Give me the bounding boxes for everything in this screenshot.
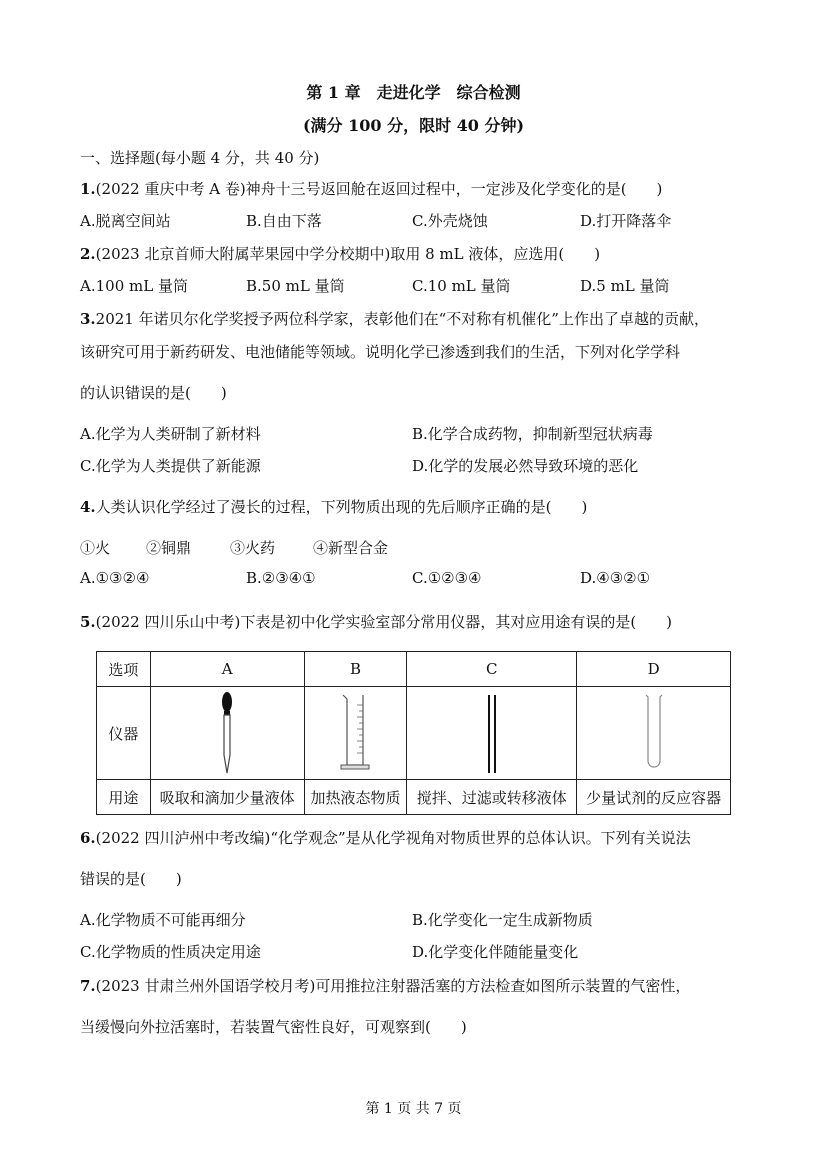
option-a: A.化学为人类研制了新材料 <box>80 425 261 443</box>
use-cell: 少量试剂的反应容器 <box>577 780 731 815</box>
question-text: (2022 重庆中考 A 卷)神舟十三号返回舱在返回过程中，一定涉及化学变化的是( ) <box>95 180 663 198</box>
test-tube-icon <box>639 691 669 775</box>
item-4: ④新型合金 <box>313 539 389 557</box>
use-cell: 加热液态物质 <box>304 780 407 815</box>
page-subtitle: (满分 100 分，限时 40 分钟) <box>302 116 525 135</box>
question-text-line-1: 2021 年诺贝尔化学奖授予两位科学家，表彰他们在“不对称有机催化”上作出了卓越的贡献， <box>95 310 709 328</box>
question-number: 4. <box>80 498 96 516</box>
header-cell: C <box>407 652 577 687</box>
question-text-line-1: (2023 甘肃兰州外国语学校月考)可用推拉注射器活塞的方法检查如图所示装置的气密性， <box>95 977 691 995</box>
question-text-line-2: 错误的是( ) <box>80 870 182 888</box>
question-1 <box>80 178 662 199</box>
question-text: 人类认识化学经过了漫长的过程，下列物质出现的先后顺序正确的是( ) <box>95 498 588 516</box>
question-7 <box>80 975 690 996</box>
option-c: C.化学为人类提供了新能源 <box>80 457 261 475</box>
question-text-line-2: 该研究可用于新药研发、电池储能等领域。说明化学已渗透到我们的生活，下列对化学学科 <box>80 343 681 361</box>
use-row <box>97 780 731 815</box>
option-d: D.5 mL 量筒 <box>580 277 670 295</box>
item-2: ②铜鼎 <box>146 539 192 557</box>
option-a: A.化学物质不可能再细分 <box>80 911 246 929</box>
glass-rod-icon <box>482 691 502 775</box>
question-text: (2022 四川乐山中考)下表是初中化学实验室部分常用仪器，其对应用途有误的是( ) <box>95 613 673 631</box>
header-cell: D <box>577 652 731 687</box>
use-cell: 搅拌、过滤或转移液体 <box>407 780 577 815</box>
question-number: 3. <box>80 310 96 328</box>
graduated-cylinder-cell <box>304 687 407 780</box>
question-number: 6. <box>80 829 96 847</box>
option-a: A.①③②④ <box>80 569 150 587</box>
option-d: D.④③②① <box>580 569 651 587</box>
use-cell: 吸取和滴加少量液体 <box>150 780 304 815</box>
option-c: C.10 mL 量筒 <box>412 277 511 295</box>
question-text-line-2: 当缓慢向外拉活塞时，若装置气密性良好，可观察到( ) <box>80 1018 467 1036</box>
header-cell: B <box>304 652 407 687</box>
question-6 <box>80 827 691 848</box>
page-footer: 第 1 页 共 7 页 <box>365 1101 462 1117</box>
option-c: C.化学物质的性质决定用途 <box>80 943 261 961</box>
instrument-row <box>97 687 731 780</box>
instrument-table <box>96 651 731 815</box>
row-label: 用途 <box>97 780 151 815</box>
section-heading: 一、选择题(每小题 4 分，共 40 分) <box>80 149 320 167</box>
option-d: D.化学变化伴随能量变化 <box>412 943 579 961</box>
option-b: B.②③④① <box>246 569 316 587</box>
question-text-line-1: (2022 四川泸州中考改编)“化学观念”是从化学视角对物质世界的总体认识。下列有关说法 <box>95 829 691 847</box>
row-label: 仪器 <box>97 687 151 780</box>
table-header-row <box>97 652 731 687</box>
question-text-line-3: 的认识错误的是( ) <box>80 384 227 402</box>
dropper-icon <box>212 691 242 775</box>
option-b: B.化学变化一定生成新物质 <box>412 911 593 929</box>
option-b: B.自由下落 <box>246 212 322 230</box>
glass-rod-cell <box>407 687 577 780</box>
question-number: 7. <box>80 977 96 995</box>
question-number: 2. <box>80 245 96 263</box>
option-d: D.打开降落伞 <box>580 212 672 230</box>
option-c: C.①②③④ <box>412 569 482 587</box>
header-cell: A <box>150 652 304 687</box>
option-d: D.化学的发展必然导致环境的恶化 <box>412 457 639 475</box>
question-number: 1. <box>80 180 96 198</box>
item-1: ①火 <box>80 539 111 557</box>
question-3 <box>80 308 709 329</box>
option-a: A.100 mL 量筒 <box>80 277 188 295</box>
option-b: B.50 mL 量筒 <box>246 277 345 295</box>
option-a: A.脱离空间站 <box>80 212 171 230</box>
dropper-cell <box>150 687 304 780</box>
question-2 <box>80 243 600 264</box>
question-text: (2023 北京首师大附属苹果园中学分校期中)取用 8 mL 液体，应选用( ) <box>95 245 601 263</box>
question-4 <box>80 496 587 517</box>
graduated-cylinder-icon <box>335 691 375 775</box>
item-3: ③火药 <box>230 539 276 557</box>
test-tube-cell <box>577 687 731 780</box>
header-cell: 选项 <box>97 652 151 687</box>
question-5 <box>80 611 672 632</box>
question-number: 5. <box>80 613 96 631</box>
page-title: 第 1 章 走进化学 综合检测 <box>306 83 521 102</box>
option-b: B.化学合成药物，抑制新型冠状病毒 <box>412 425 653 443</box>
option-c: C.外壳烧蚀 <box>412 212 488 230</box>
